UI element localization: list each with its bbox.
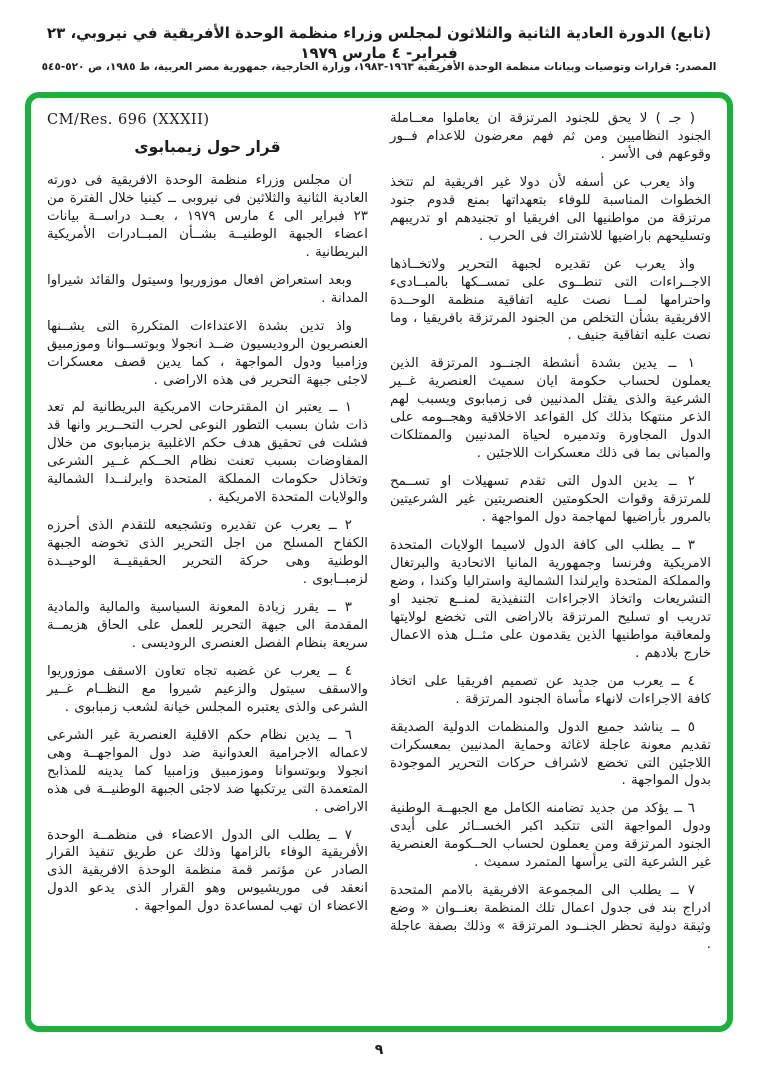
column-right: [390, 110, 711, 1018]
paragraph: وبعد استعراض افعال موزوريوا وسيتول والقائد شيراوا المدانة .: [47, 272, 368, 306]
paragraph: ٣ ــ يقرر زيادة المعونة السياسية والمالية والمادية المقدمة الى جبهة التحرير للعمل على الحاق هزيمــة سريعة بنظام الفصل العنصرى الروديسى .: [47, 600, 368, 651]
paragraph: ٣ ــ يطلب الى كافة الدول لاسيما الولايات المتحدة الامريكية وفرنسا وجمهورية المانيا الاتحادية والبرتغال والمملكة المتحدة وايرلندا الشمالية واستراليا وكندا ، وضع التشريعات واتخاذ الاجراءات التنفيذية لمنــع تجنيد او تدريب او تسليح المرتزقة بالاراضى التى تخضع لولايتها ولمعاقبة مواطنيها الذين يقدمون على مثــل هذه الاعمال خارج بلادهم .: [390, 538, 711, 661]
source-line: المصدر: قرارات وتوصيات وبيانات منظمة الوحدة الأفريقية ١٩٦٣-١٩٨٣، وزارة الخارجية، جمهورية مصر العربية، ط ١٩٨٥، ص ٥٢٠-٥٤٥: [41, 61, 717, 73]
paragraph: ( جـ ) لا يحق للجنود المرتزقة ان يعاملوا معــاملة الجنود النظاميين ومن ثم فهم معرضون للاعدام فــور وقوعهم فى الأسر .: [390, 111, 711, 162]
paragraph: ٥ ــ يناشد جميع الدول والمنظمات الدولية الصديقة تقديم معونة عاجلة لاغاثة وحماية المدنيين بمعسكرات اللاجئين التى تخضع لاشراف حركات التحرير الموجودة بدول المواجهة .: [390, 719, 711, 789]
paragraph: ١ ــ يدين بشدة أنشطة الجنــود المرتزقة الذين يعملون لحساب حكومة ايان سميث العنصرية غــير الشرعية والذى يقتل المدنيين فى زمبابوى ويسبب لهم الذعر منتهكا بذلك كل القواعد الاخلاقية وهجــومه على الدول المجاورة وتدميره لحياة المدنيين والممتلكات والمبانى بما فى ذلك معسكرات اللاجئين .: [390, 356, 711, 462]
paragraph: واذ تدين بشدة الاعتداءات المتكررة التى يشــنها العنصريون الروديسيون ضــد انجولا وبوتســوانا وموزمبيق وزامبيا ودول المواجهة ، كما يدين قصف معسكرات لاجئى جبهة التحرير فى هذه الاراضى .: [47, 318, 368, 388]
column-left: [47, 110, 368, 1018]
paragraph: ٢ ــ يعرب عن تقديره وتشجيعه للتقدم الذى أحرزه الكفاح المسلح من اجل التحرير الذى تخوضه الجبهة الوطنية وهى حركة التحرير الحقيقيــة الوحيــدة لزمبــابوى .: [47, 518, 368, 588]
paragraph: ٧ ــ يطلب الى الدول الاعضاء فى منظمــة الوحدة الأفريقية الوفاء بالزامها وذلك عن طريق تنفيذ القرار الصادر عن مؤتمر قمة منظمة الوحدة الافريقية الذى انعقد فى موريشيوس وهو القرار الذى يدعو الدول الاعضاء ان تهب لمساعدة دول المواجهة .: [47, 827, 368, 915]
paragraph: ٦ ــ يؤكد من جديد تضامنه الكامل مع الجبهــة الوطنية ودول المواجهة التى تتكبد اكبر الخســائر على أيدى الجنود المرتزقة ومن يعملون لحساب الحــكومة العنصرية غير الشرعية التى يرأسها المتمرد سميث .: [390, 801, 711, 871]
paragraph: ان مجلس وزراء منظمة الوحدة الافريقية فى دورته العادية الثانية والثلاثين فى نيروبى ــ كينيا خلال الفترة من ٢٣ فبراير الى ٤ مارس ١٩٧٩ ، بعــد دراســة بيانات اعضاء الجبهة الوطنيــة بشــأن المبــادرات الأمريكية البريطانية .: [47, 173, 368, 260]
paragraph: ٦ ــ يدين نظام حكم الاقلية العنصرية غير الشرعى لاعماله الاجرامية العدوانية ضد دول المواجهــة وهى انجولا وبوتسوانا وموزمبيق وزامبيا كما يدينه للمذابح المتعمدة التى يرتكبها ضد لاجئى الجبهة الوطنيــة فى هذه الاراضى .: [47, 727, 368, 815]
page-number: ٩: [374, 1042, 384, 1058]
paragraph: ٤ ــ يعرب عن غضبه تجاه تعاون الاسقف موزوريوا والاسقف سيتول والزعيم شيروا مع النظــام غــير الشرعى والذى يعتبره المجلس خيانة لشعب زمبابوى .: [47, 663, 368, 715]
document-frame: [25, 92, 733, 1032]
session-header: (تابع) الدورة العادية الثانية والثلاثون لمجلس وزراء منظمة الوحدة الأفريقية في نيروبي، ٢٣ فبراير- ٤ مارس ١٩٧٩: [46, 24, 712, 62]
paragraph: واذ يعرب عن أسفه لأن دولا غير افريقية لم تتخذ الخطوات المناسبة للوفاء بتعهداتها بمنع قدوم جنود مرتزقة من مواطنيها الى افريقيا او تجنيدهم او تدريبهم وتسليحهم باراضيها للاشتراك فى الحرب .: [390, 174, 711, 244]
paragraph: ٧ ــ يطلب الى المجموعة الافريقية بالامم المتحدة ادراج بند فى جدول اعمال تلك المنظمة بعنــوان « وضع وثيقة دولية تحظر الجنــود المرتزقة » وذلك بصفة عاجلة .: [390, 883, 711, 953]
paragraph: ٢ ــ يدين الدول التى تقدم تسهيلات او تســمح للمرتزقة وقوات الحكومتين العنصريتين غير الشرعيتين بالمرور بأراضيها لمهاجمة دول المواجهة .: [390, 474, 711, 526]
resolution-title: قرار حول زيمبابوى: [134, 138, 281, 156]
resolution-reference: CM/Res. 696 (XXXII): [47, 112, 210, 128]
two-column-layout: [47, 110, 711, 1018]
paragraph: ٤ ــ يعرب من جديد عن تصميم افريقيا على اتخاذ كافة الاجراءات لانهاء مأساة الجنود المرتزقة .: [390, 673, 711, 707]
paragraph: ١ ــ يعتبر ان المقترحات الامريكية البريطانية لم تعد ذات شان بسبب التطور النوعى لحرب التحــرير وانها قد فشلت فى تحقيق هدف حكم الاغلبية بزمبابوى من خلال المفاوضات بسبب تعنت نظام الحــكم غــير الشرعى وتخاذل حكومات المملكة المتحدة وايرلنــدا الشمالية والولايات المتحدة الامريكية .: [47, 400, 368, 506]
paragraph: واذ يعرب عن تقديره لجبهة التحرير ولاتخــاذها الاجــراءات التى تنطــوى على تمســكها بالمبــادىء واحترامها لمــا نصت عليه اتفاقية منظمة الوحــدة الافريقية بشأن التخلص من الجنود المرتزقة بافريقيا ، وما نصت عليه اتفاقية جنيف .: [390, 256, 711, 344]
